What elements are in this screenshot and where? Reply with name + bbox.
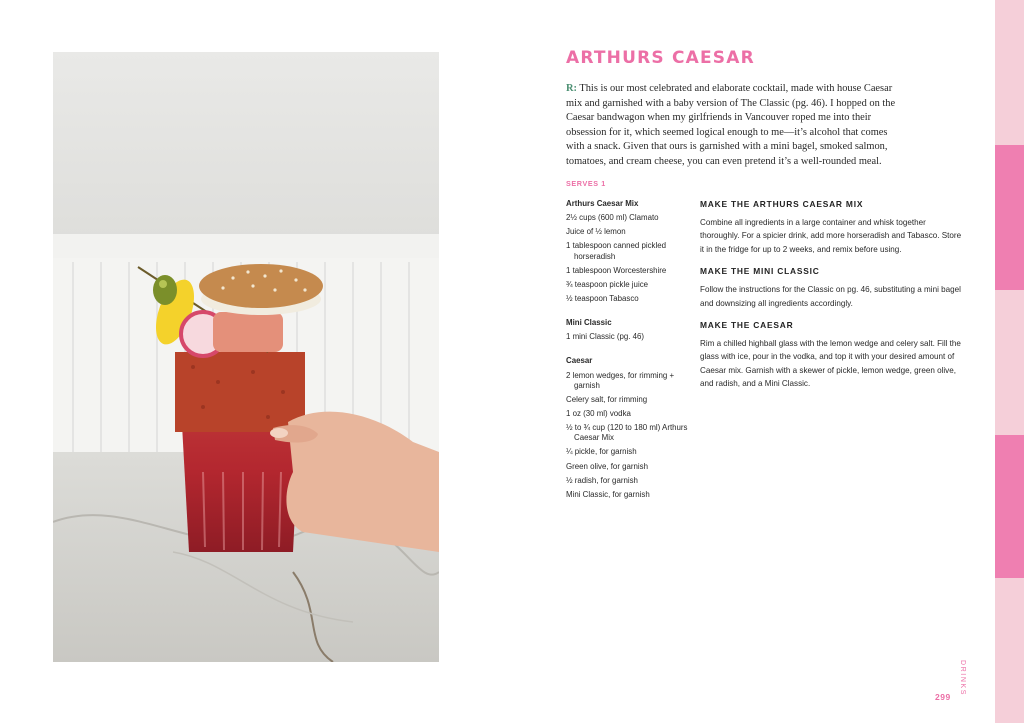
intro-text: This is our most celebrated and elaborate cocktail, made with house Caesar mix and garnished with a baby version of The Classic (pg. 46). I hopped on the Caesar bandwagon when my girlfriends in Vancouver roped me into their obsession for it, which seemed logical enough to me—it’s alcohol that comes with a snack. Given that ours is garnished with a mini bagel, smoked salmon, tomatoes, and cream cheese, you can even pretend it’s a well-rounded meal. (566, 83, 896, 167)
ingredient-item: 2½ cups (600 ml) Clamato (566, 213, 659, 223)
fingernail (270, 428, 288, 438)
ingredient-group-caesar-mix (566, 199, 694, 304)
ingredient-item: 1 oz (30 ml) vodka (566, 409, 631, 419)
recipe-intro (566, 82, 900, 170)
ingredient-group-heading: Mini Classic (566, 318, 612, 328)
chapter-tabs (995, 0, 1024, 723)
chapter-tab-active (995, 145, 1024, 290)
ingredient-item: ½ teaspoon Tabasco (566, 293, 639, 303)
method-step-text: Combine all ingredients in a large container and whisk together thoroughly. For a spicier drink, add more horseradish and Tabasco. Store it in the fridge for up to 2 weeks, and remix before using. (700, 218, 962, 254)
ingredient-group-heading: Arthurs Caesar Mix (566, 199, 639, 208)
ingredient-list (566, 371, 694, 500)
section-label: DRINKS (959, 660, 966, 697)
wall (53, 52, 439, 242)
method-step-heading: MAKE THE CAESAR (700, 320, 794, 331)
ingredient-item: ¼ pickle, for garnish (566, 447, 637, 457)
olive-highlight (159, 280, 167, 288)
ingredient-item: Juice of ½ lemon (566, 227, 626, 237)
caesar-illustration (53, 52, 439, 662)
ingredient-group-caesar (566, 356, 694, 499)
mini-bagel (199, 264, 323, 308)
chair-rail (53, 234, 439, 262)
serves-label: SERVES 1 (566, 179, 606, 188)
ingredient-item: ½ to ¾ cup (120 to 180 ml) Arthurs Caesar Mix (566, 423, 688, 443)
ingredient-item: 1 tablespoon canned pickled horseradish (566, 241, 667, 261)
method-step-heading: MAKE THE ARTHURS CAESAR MIX (700, 199, 864, 209)
ingredient-item: Green olive, for garnish (566, 461, 649, 471)
caesar-photo (53, 52, 439, 662)
ingredient-item: 2 lemon wedges, for rimming + garnish (566, 370, 675, 390)
ingredient-item: Celery salt, for rimming (566, 394, 648, 404)
chapter-tab (995, 578, 1024, 723)
method-column (700, 199, 962, 401)
recipe-title: ARTHURS CAESAR (566, 48, 755, 68)
method-step-text: Follow the instructions for the Classic on pg. 46, substituting a mini bagel and downsizing all ingredients accordingly. (700, 285, 961, 308)
ingredients-column (566, 199, 694, 514)
ingredient-item: ¾ teaspoon pickle juice (566, 279, 649, 289)
ingredient-list (566, 213, 694, 304)
method-step-text: Rim a chilled highball glass with the lemon wedge and celery salt. Fill the glass with ice, pour in the vodka, and top it with your desired amount of Caesar mix. Garnish with a skewer of pickle, lemon wedge, green olive, and radish, and a Mini Classic. (700, 339, 961, 389)
ingredient-group-heading: Caesar (566, 356, 593, 366)
ingredient-group-mini-classic (566, 318, 694, 342)
ingredient-item: Mini Classic, for garnish (566, 489, 650, 499)
chapter-tab (995, 0, 1024, 145)
ingredient-list (566, 332, 694, 342)
ingredient-item: ½ radish, for garnish (566, 475, 638, 485)
intro-initial: R: (566, 83, 577, 94)
smoked-salmon (213, 312, 283, 352)
chapter-tab (995, 290, 1024, 435)
ingredient-item: 1 tablespoon Worcestershire (566, 265, 667, 275)
chapter-tab-active (995, 435, 1024, 578)
page-number: 299 (935, 692, 951, 702)
green-olive (153, 275, 177, 305)
method-step-heading: MAKE THE MINI CLASSIC (700, 266, 820, 277)
ingredient-item: 1 mini Classic (pg. 46) (566, 332, 645, 342)
celery-salt-rim (175, 352, 305, 432)
